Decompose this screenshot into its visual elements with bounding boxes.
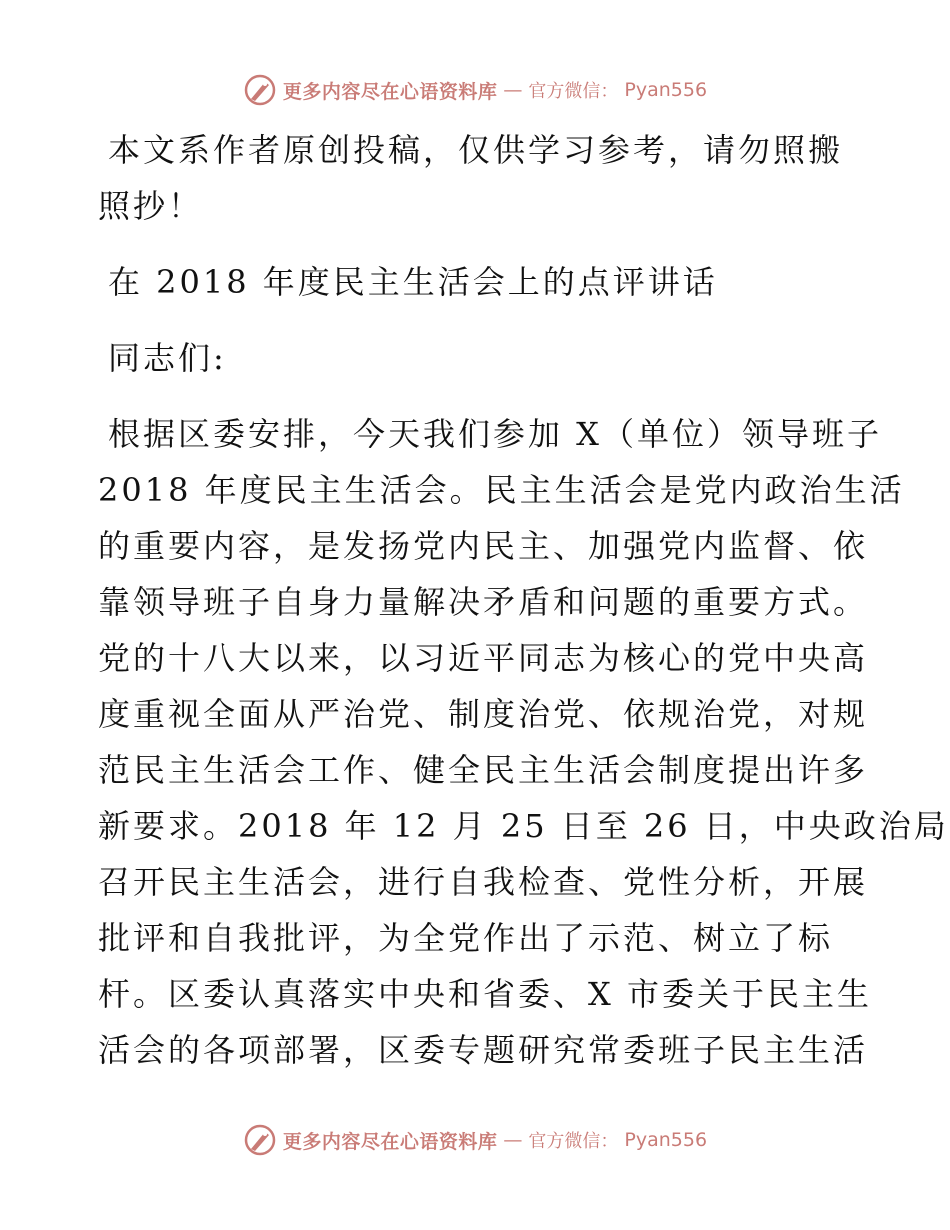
paragraph-line: 2018 年度民主生活会。民主生活会是党内政治生活 [98, 471, 905, 509]
paragraph-line: 根据区委安排，今天我们参加 X（单位）领导班子 [108, 415, 882, 453]
document-title: 在 2018 年度民主生活会上的点评讲话 [108, 263, 718, 301]
footer-watermark [0, 1120, 950, 1160]
watermark-separator: — [503, 79, 523, 101]
salutation: 同志们: [108, 339, 227, 377]
paragraph-line: 杆。区委认真落实中央和省委、X 市委关于民主生 [98, 975, 872, 1013]
watermark-brand: 更多内容尽在心语资料库 [282, 80, 498, 103]
paragraph-line: 的重要内容，是发扬党内民主、加强党内监督、依 [98, 527, 869, 565]
watermark-separator: — [503, 1129, 523, 1151]
watermark-label: 官方微信： [528, 81, 619, 102]
watermark-wechat-id: Pyan556 [624, 79, 708, 101]
notice-line: 本文系作者原创投稿，仅供学习参考，请勿照搬 [108, 131, 844, 169]
paragraph-line: 范民主生活会工作、健全民主生活会制度提出许多 [98, 751, 869, 789]
watermark-brand: 更多内容尽在心语资料库 [282, 1130, 498, 1153]
pen-nib-circle-icon [243, 73, 277, 107]
document-body [98, 122, 949, 1078]
notice-line: 照抄！ [98, 187, 204, 225]
watermark-label: 官方微信： [528, 1131, 619, 1152]
paragraph-line: 召开民主生活会，进行自我检查、党性分析，开展 [98, 863, 869, 901]
pen-nib-circle-icon [243, 1123, 277, 1157]
paragraph-line: 靠领导班子自身力量解决矛盾和问题的重要方式。 [98, 583, 869, 621]
header-watermark [0, 70, 950, 110]
watermark-wechat-id: Pyan556 [624, 1129, 708, 1151]
paragraph-line: 活会的各项部署，区委专题研究常委班子民主生活 [98, 1031, 869, 1069]
paragraph-line: 党的十八大以来，以习近平同志为核心的党中央高 [98, 639, 869, 677]
paragraph-line: 批评和自我批评，为全党作出了示范、树立了标 [98, 919, 834, 957]
paragraph-line: 度重视全面从严治党、制度治党、依规治党，对规 [98, 695, 869, 733]
paragraph-line: 新要求。2018 年 12 月 25 日至 26 日，中央政治局 [98, 807, 949, 845]
